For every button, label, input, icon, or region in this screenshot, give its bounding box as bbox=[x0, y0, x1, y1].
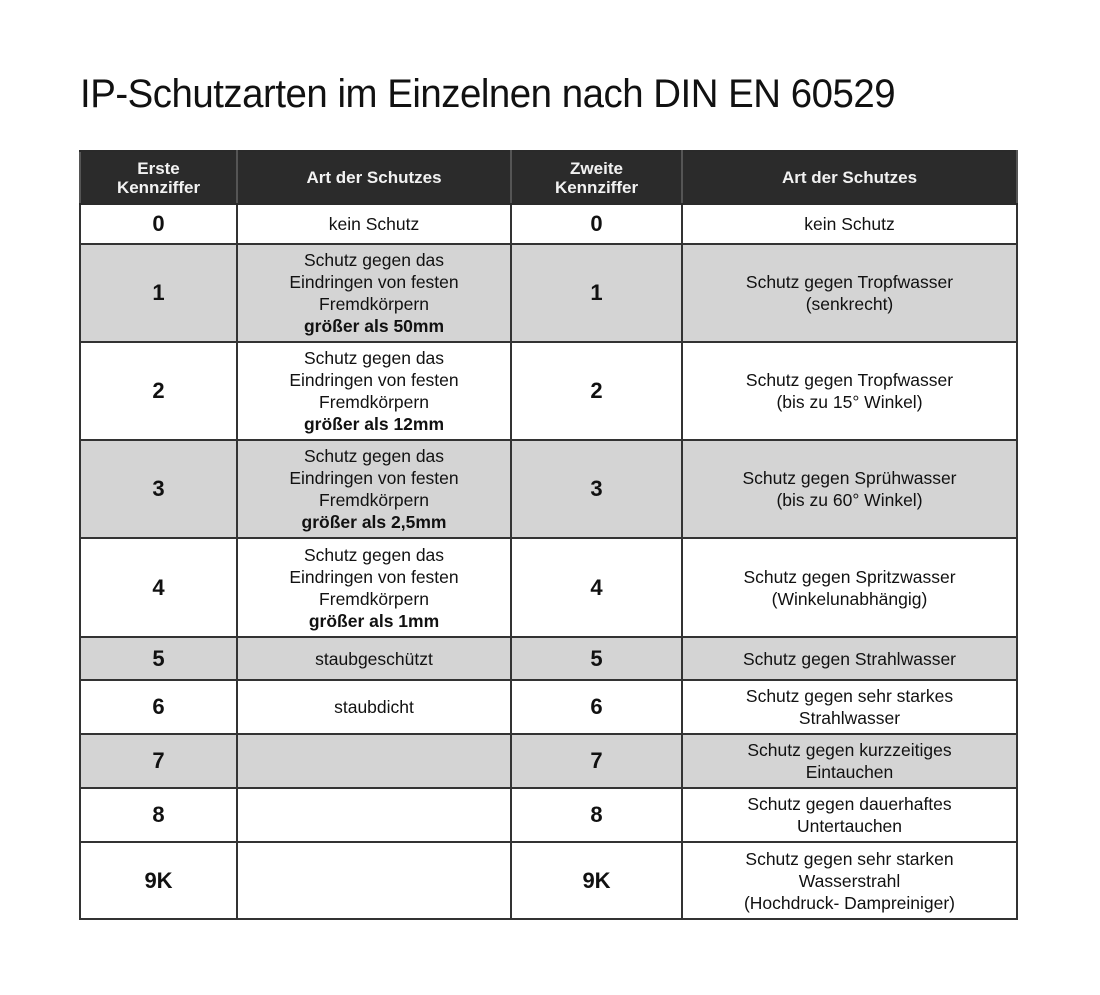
header-first-digit: Erste Kennziffer bbox=[80, 151, 237, 204]
description-line: Fremdkörpern bbox=[319, 392, 429, 412]
first-description-cell bbox=[237, 680, 511, 734]
first-digit-cell: 9K bbox=[80, 842, 237, 919]
description-line: Eindringen von festen bbox=[289, 370, 459, 390]
header-second-digit: Zweite Kennziffer bbox=[511, 151, 682, 204]
first-description-cell bbox=[237, 637, 511, 680]
description-line: (bis zu 60° Winkel) bbox=[776, 490, 923, 510]
first-description-cell bbox=[237, 440, 511, 538]
second-digit-cell: 2 bbox=[511, 342, 682, 440]
description-line: kein Schutz bbox=[328, 214, 420, 234]
first-digit-cell: 7 bbox=[80, 734, 237, 788]
description-line: Strahlwasser bbox=[798, 708, 901, 728]
second-description-cell bbox=[682, 637, 1017, 680]
second-description-cell bbox=[682, 244, 1017, 342]
description-line: Schutz gegen das bbox=[303, 250, 445, 270]
description-line: (Hochdruck- Dampreiniger) bbox=[743, 892, 956, 913]
second-digit-cell: 9K bbox=[511, 842, 682, 919]
second-description-cell bbox=[682, 440, 1017, 538]
second-description-cell bbox=[682, 788, 1017, 842]
description-line: Schutz gegen dauerhaftes bbox=[747, 794, 952, 814]
first-digit-cell: 1 bbox=[80, 244, 237, 342]
size-threshold: größer als 12mm bbox=[303, 414, 445, 434]
first-description-cell bbox=[237, 244, 511, 342]
first-description-cell bbox=[237, 204, 511, 244]
second-digit-cell: 7 bbox=[511, 734, 682, 788]
table-row bbox=[80, 244, 1017, 342]
description-line: (bis zu 15° Winkel) bbox=[776, 392, 923, 412]
header-first-description: Art der Schutzes bbox=[237, 151, 511, 204]
second-description-cell bbox=[682, 734, 1017, 788]
size-threshold: größer als 1mm bbox=[308, 610, 440, 631]
description-line: Fremdkörpern bbox=[319, 294, 429, 314]
table-row bbox=[80, 342, 1017, 440]
description-line: (senkrecht) bbox=[805, 294, 894, 314]
first-digit-cell: 5 bbox=[80, 637, 237, 680]
description-line: Schutz gegen Tropfwasser bbox=[745, 272, 954, 292]
table-row bbox=[80, 680, 1017, 734]
second-digit-cell: 0 bbox=[511, 204, 682, 244]
description-line: Untertauchen bbox=[796, 816, 903, 836]
table-row bbox=[80, 440, 1017, 538]
table-row bbox=[80, 788, 1017, 842]
description-line: Eintauchen bbox=[805, 762, 894, 782]
table-row bbox=[80, 734, 1017, 788]
table-row bbox=[80, 538, 1017, 637]
first-digit-cell: 2 bbox=[80, 342, 237, 440]
first-description-cell bbox=[237, 734, 511, 788]
size-threshold: größer als 2,5mm bbox=[301, 512, 447, 532]
first-description-cell bbox=[237, 342, 511, 440]
description-line: Schutz gegen sehr starkes bbox=[745, 686, 954, 706]
description-line: staubdicht bbox=[334, 697, 414, 717]
first-digit-cell: 3 bbox=[80, 440, 237, 538]
table-row bbox=[80, 204, 1017, 244]
first-digit-cell: 4 bbox=[80, 538, 237, 637]
ip-protection-table bbox=[79, 150, 1018, 920]
first-digit-cell: 6 bbox=[80, 680, 237, 734]
first-description-cell bbox=[237, 842, 511, 919]
second-digit-cell: 8 bbox=[511, 788, 682, 842]
description-line: Fremdkörpern bbox=[319, 588, 429, 609]
description-line: Schutz gegen Tropfwasser bbox=[745, 370, 954, 390]
description-line: Eindringen von festen bbox=[289, 272, 459, 292]
description-line: Schutz gegen Spritzwasser bbox=[743, 566, 956, 587]
description-line: staubgeschützt bbox=[315, 648, 433, 669]
table-row bbox=[80, 842, 1017, 919]
description-line: Schutz gegen das bbox=[303, 446, 445, 466]
second-digit-cell: 4 bbox=[511, 538, 682, 637]
second-digit-cell: 5 bbox=[511, 637, 682, 680]
second-description-cell bbox=[682, 538, 1017, 637]
table-row bbox=[80, 637, 1017, 680]
page-title: IP-Schutzarten im Einzelnen nach DIN EN 60529 bbox=[80, 72, 896, 116]
description-line: Eindringen von festen bbox=[289, 566, 459, 587]
first-digit-cell: 8 bbox=[80, 788, 237, 842]
second-description-cell bbox=[682, 204, 1017, 244]
description-line: kein Schutz bbox=[804, 214, 895, 234]
description-line: Schutz gegen Sprühwasser bbox=[742, 468, 957, 488]
second-digit-cell: 1 bbox=[511, 244, 682, 342]
description-line: Schutz gegen sehr starken bbox=[745, 848, 954, 869]
table-body bbox=[80, 204, 1017, 919]
description-line: Wasserstrahl bbox=[798, 870, 901, 891]
description-line: Schutz gegen Strahlwasser bbox=[742, 648, 957, 669]
header-second-description: Art der Schutzes bbox=[682, 151, 1017, 204]
table-header-row bbox=[80, 151, 1017, 204]
size-threshold: größer als 50mm bbox=[303, 316, 445, 336]
description-line: Schutz gegen das bbox=[303, 544, 445, 565]
second-digit-cell: 3 bbox=[511, 440, 682, 538]
second-description-cell bbox=[682, 842, 1017, 919]
description-line: (Winkelunabhängig) bbox=[771, 588, 928, 609]
first-description-cell bbox=[237, 538, 511, 637]
second-description-cell bbox=[682, 680, 1017, 734]
description-line: Schutz gegen kurzzeitiges bbox=[747, 740, 952, 760]
second-description-cell bbox=[682, 342, 1017, 440]
description-line: Eindringen von festen bbox=[289, 468, 459, 488]
description-line: Fremdkörpern bbox=[319, 490, 429, 510]
first-digit-cell: 0 bbox=[80, 204, 237, 244]
second-digit-cell: 6 bbox=[511, 680, 682, 734]
first-description-cell bbox=[237, 788, 511, 842]
description-line: Schutz gegen das bbox=[303, 348, 445, 368]
